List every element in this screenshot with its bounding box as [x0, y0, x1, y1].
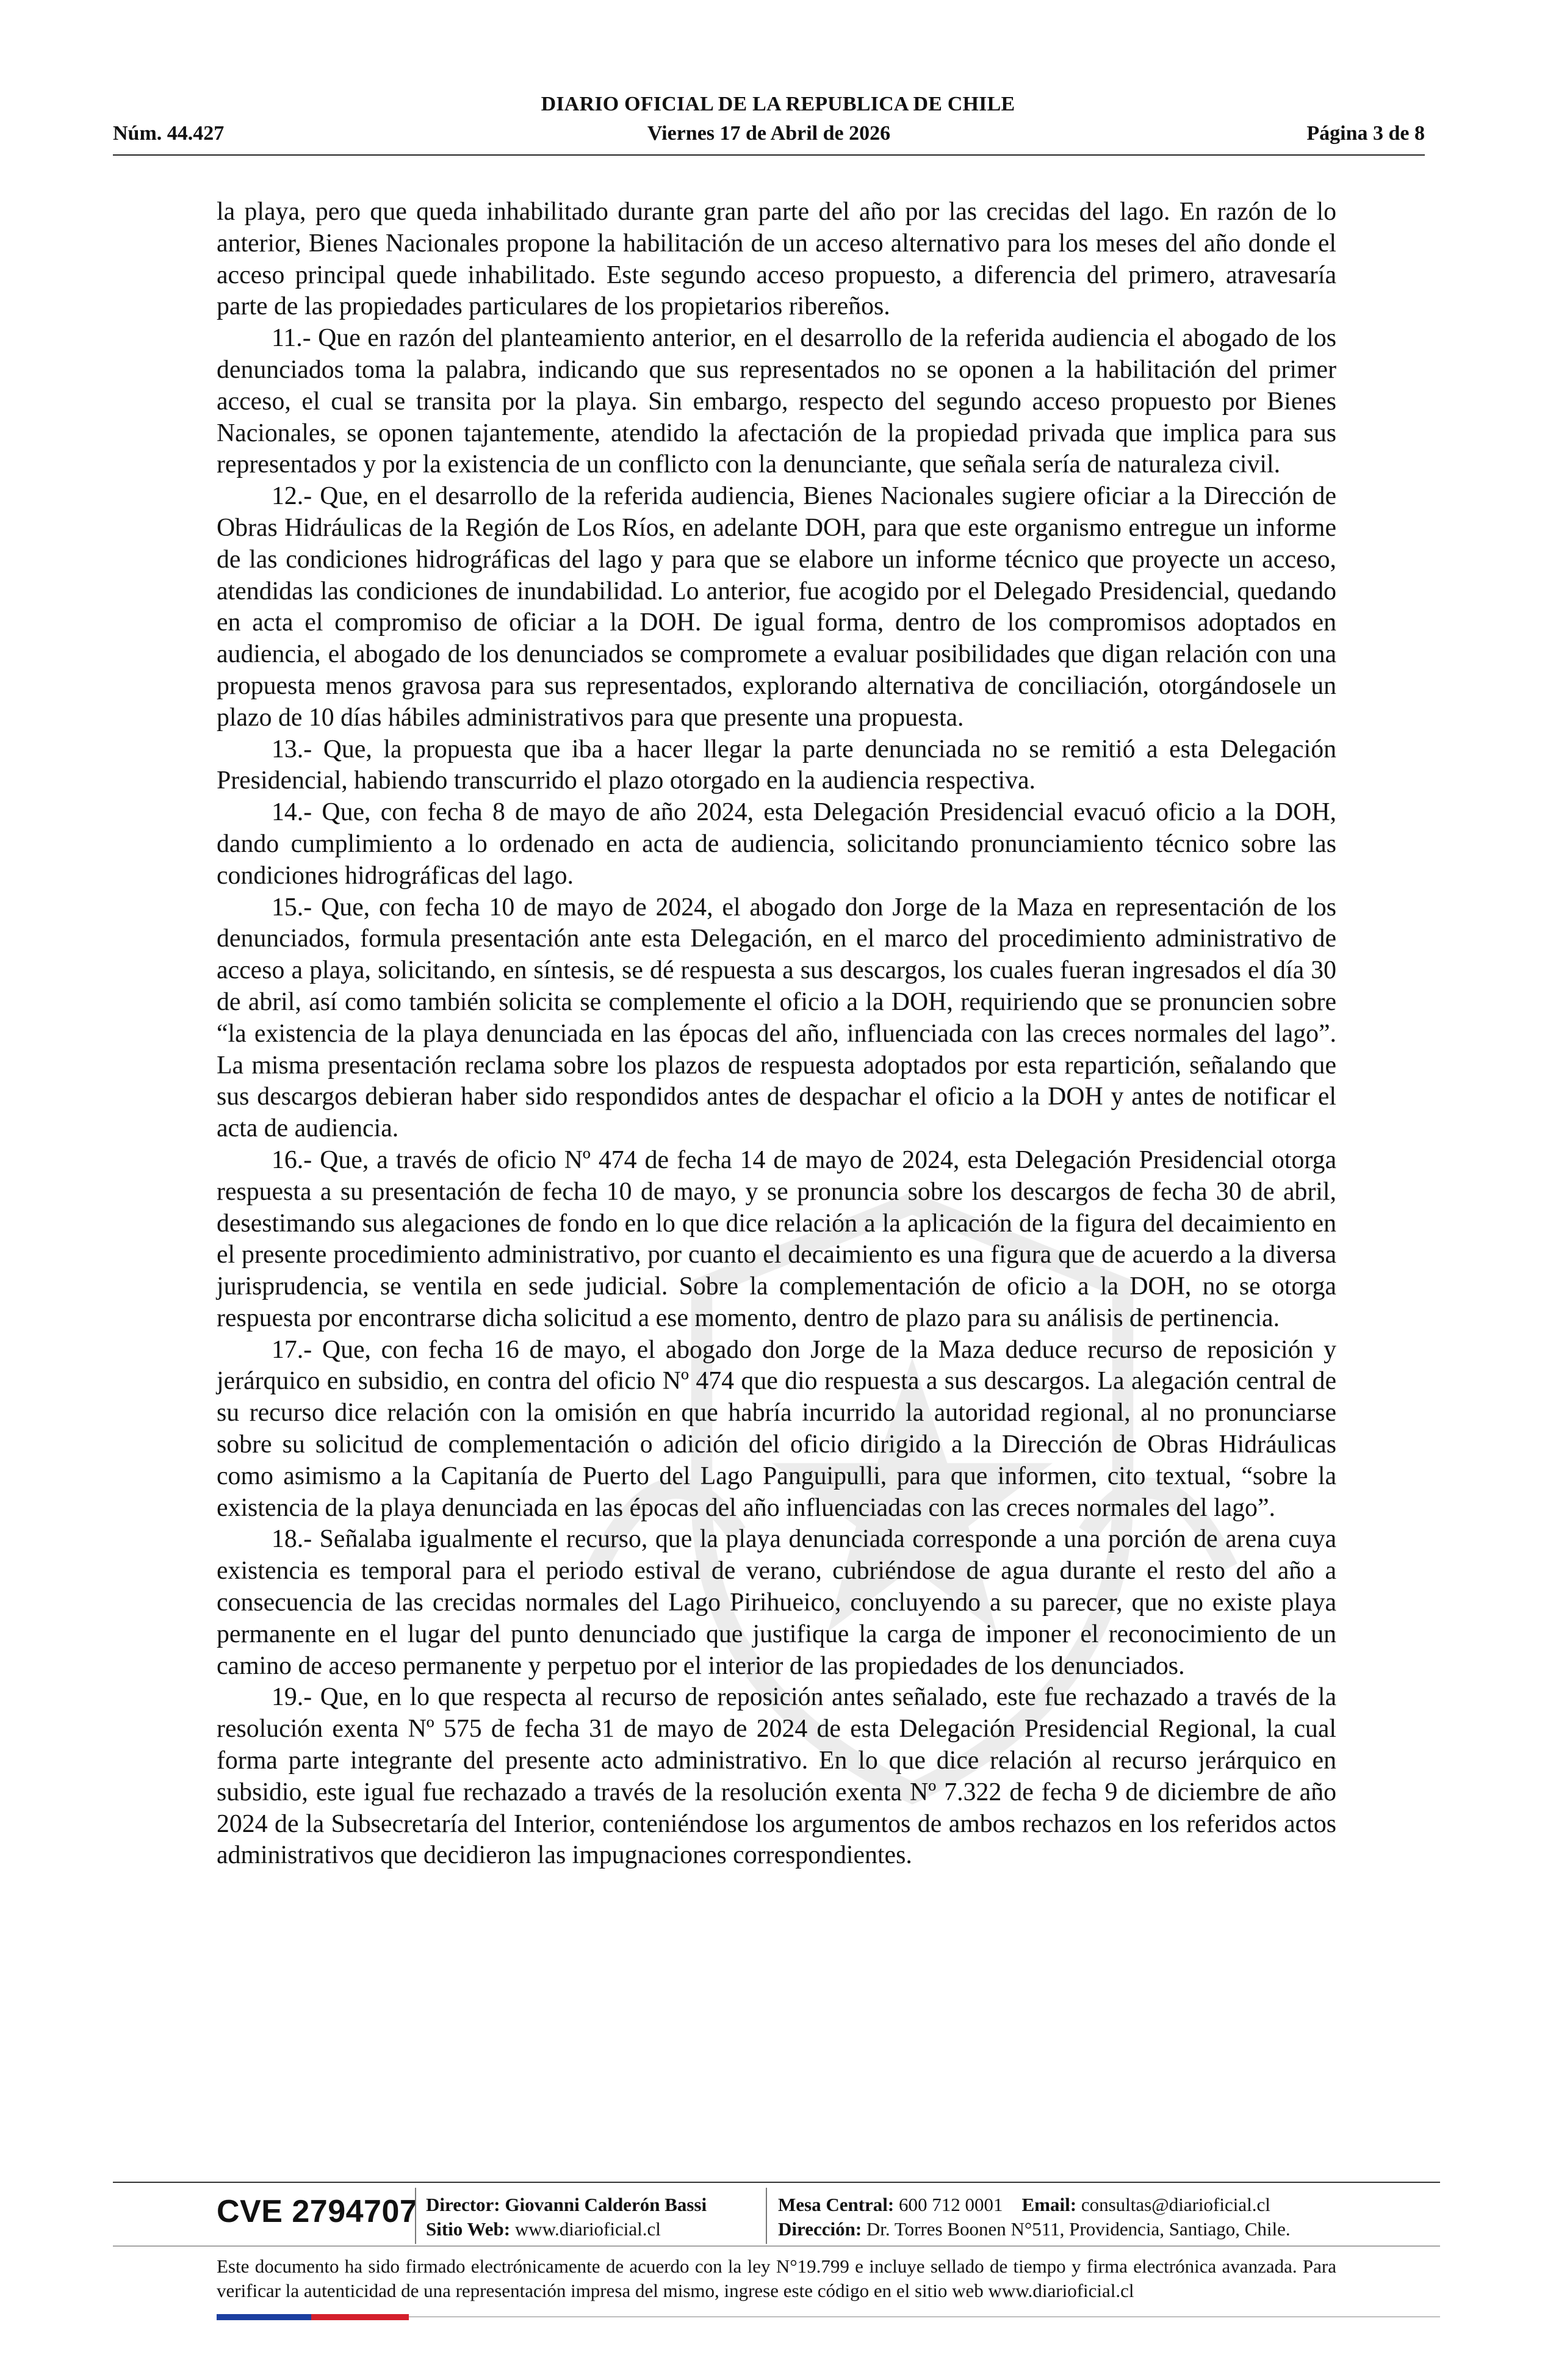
paragraph-18: 18.- Señalaba igualmente el recurso, que la playa denunciada corresponde a una porción de arena cuya existencia es temporal para el periodo estival de verano, cubriéndose de agua durante el resto del año a consecuencia de las crecidas normales del Lago Pirihueico, concluyendo a su parecer, que no existe playa permanente en el lugar del punto denunciado que justifique la carga de imponer el reconocimiento de un camino de acceso permanente y perpetuo por el interior de las propiedades de los denunciados.	[217, 1525, 1336, 1680]
footer-top-divider	[113, 2182, 1440, 2183]
paragraph-14: 14.- Que, con fecha 8 de mayo de año 2024, esta Delegación Presidencial evacuó oficio a la DOH, dando cumplimiento a lo ordenado en acta de audiencia, solicitando pronunciamiento técnico sobre las condiciones hidrográficas del lago.	[217, 798, 1336, 890]
paragraph-19: 19.- Que, en lo que respecta al recurso de reposición antes señalado, este fue rechazado a través de la resolución exenta Nº 575 de fecha 31 de mayo de 2024 de esta Delegación Presidencial Regional, la cual forma parte integrante del presente acto administrativo. En lo que dice relación al recurso jerárquico en subsidio, este igual fue rechazado a través de la resolución exenta Nº 7.322 de fecha 9 de diciembre de año 2024 de la Subsecretaría del Interior, conteniéndose los argumentos de ambos rechazos en los referidos actos administrativos que decidieron las impugnaciones correspondientes.	[217, 1683, 1336, 1870]
page-indicator: Página 3 de 8	[1306, 122, 1425, 145]
footer-separator	[415, 2188, 416, 2244]
director-label: Director:	[426, 2194, 500, 2215]
document-body	[217, 197, 1336, 1872]
paragraph-continuation: la playa, pero que queda inhabilitado durante gran parte del año por las crecidas del lago. En razón de lo anterior, Bienes Nacionales propone la habilitación de un acceso alternativo para los meses del año donde el acceso principal quede inhabilitado. Este segundo acceso propuesto, a diferencia del primero, atravesaría parte de las propiedades particulares de los propietarios ribereños.	[217, 198, 1336, 321]
footer-separator	[766, 2188, 767, 2244]
issue-number: Núm. 44.427	[113, 122, 225, 145]
paragraph-15: 15.- Que, con fecha 10 de mayo de 2024, el abogado don Jorge de la Maza en representación de los denunciados, formula presentación ante esta Delegación, en el marco del procedimiento administrativo de acceso a playa, solicitando, en síntesis, se dé respuesta a sus descargos, los cuales fueran ingresados el día 30 de abril, así como también solicita se complemente el oficio a la DOH, requiriendo que se pronuncien sobre “la existencia de la playa denunciada en las épocas del año, influenciada con las creces normales del lago”. La misma presentación reclama sobre los plazos de respuesta adoptados por esta repartición, señalando que sus descargos debieran haber sido respondidos antes de despachar el oficio a la DOH y antes de notificar el acta de audiencia.	[217, 893, 1336, 1143]
header-row	[113, 122, 1425, 149]
flag-stripe-red	[311, 2314, 409, 2320]
director-name: Giovanni Calderón Bassi	[505, 2194, 707, 2215]
footer-director-block	[426, 2193, 707, 2241]
phone-label: Mesa Central:	[778, 2194, 895, 2215]
email-link[interactable]: consultas@diarioficial.cl	[1081, 2194, 1270, 2215]
website-label: Sitio Web:	[426, 2218, 511, 2240]
publication-title: DIARIO OFICIAL DE LA REPUBLICA DE CHILE	[541, 93, 1015, 115]
flag-stripe-blue	[217, 2314, 311, 2320]
paragraph-13: 13.- Que, la propuesta que iba a hacer llegar la parte denunciada no se remitió a esta Delegación Presidencial, habiendo transcurrido el plazo otorgado en la audiencia respectiva.	[217, 735, 1336, 795]
cve-code: CVE 2794707	[217, 2194, 418, 2229]
footer-contact-block	[778, 2193, 1291, 2241]
paragraph-11: 11.- Que en razón del planteamiento anterior, en el desarrollo de la referida audiencia el abogado de los denunciados toma la palabra, indicando que sus representados no se oponen a la habilitación del primer acceso, el cual se transita por la playa. Sin embargo, respecto del segundo acceso propuesto por Bienes Nacionales, se oponen tajantemente, atendido la afectación de la propiedad privada que implica para sus representados y por la existencia de un conflicto con la denunciante, que señala sería de naturaleza civil.	[217, 324, 1336, 479]
phone-number: 600 712 0001	[899, 2194, 1003, 2215]
website-link[interactable]: www.diarioficial.cl	[514, 2218, 661, 2240]
issue-date: Viernes 17 de Abril de 2026	[647, 122, 891, 145]
electronic-signature-notice: Este documento ha sido firmado electrónicamente de acuerdo con la ley N°19.799 e incluye sellado de tiempo y firma electrónica avanzada. Para verificar la autenticidad de una representación impresa del mismo, ingrese este código en el sitio web www.diarioficial.cl	[217, 2256, 1336, 2301]
paragraph-12: 12.- Que, en el desarrollo de la referida audiencia, Bienes Nacionales sugiere oficiar a la Dirección de Obras Hidráulicas de la Región de Los Ríos, en adelante DOH, para que este organismo entregue un informe de las condiciones hidrográficas del lago y para que se elabore un informe técnico que proyecte un acceso, atendidas las condiciones de inundabilidad. Lo anterior, fue acogido por el Delegado Presidencial, quedando en acta el compromiso de oficiar a la DOH. De igual forma, dentro de los compromisos adoptados en audiencia, el abogado de los denunciados se compromete a evaluar posibilidades que digan relación con una propuesta menos gravosa para sus representados, explorando alternativa de conciliación, otorgándosele un plazo de 10 días hábiles administrativos para que presente una propuesta.	[217, 482, 1336, 732]
email-label: Email:	[1021, 2194, 1077, 2215]
address-value: Dr. Torres Boonen N°511, Providencia, Santiago, Chile.	[866, 2218, 1291, 2240]
paragraph-17: 17.- Que, con fecha 16 de mayo, el abogado don Jorge de la Maza deduce recurso de reposición y jerárquico en subsidio, en contra del oficio Nº 474 que dio respuesta a sus descargos. La alegación central de su recurso dice relación con la omisión en que habría incurrido la autoridad regional, al no pronunciarse sobre su solicitud de complementación o adición del oficio dirigido a la Dirección de Obras Hidráulicas como asimismo a la Capitanía de Puerto del Lago Panguipulli, para que informen, cito textual, “sobre la existencia de la playa denunciada en las épocas del año influenciadas con las creces normales del lago”.	[217, 1335, 1336, 1522]
address-label: Dirección:	[778, 2218, 862, 2240]
paragraph-16: 16.- Que, a través de oficio Nº 474 de fecha 14 de mayo de 2024, esta Delegación Presidencial otorga respuesta a su presentación de fecha 10 de mayo, y se pronuncia sobre los descargos de fecha 30 de abril, desestimando sus alegaciones de fondo en lo que dice relación a la aplicación de la figura del decaimiento en el presente procedimiento administrativo, por cuanto el decaimiento es una figura que de acuerdo a la diversa jurisprudencia, se ventila en sede judicial. Sobre la complementación de oficio a la DOH, no se otorga respuesta por encontrarse dicha solicitud a ese momento, dentro de plazo para su análisis de pertinencia.	[217, 1145, 1336, 1332]
header-divider	[113, 154, 1425, 156]
